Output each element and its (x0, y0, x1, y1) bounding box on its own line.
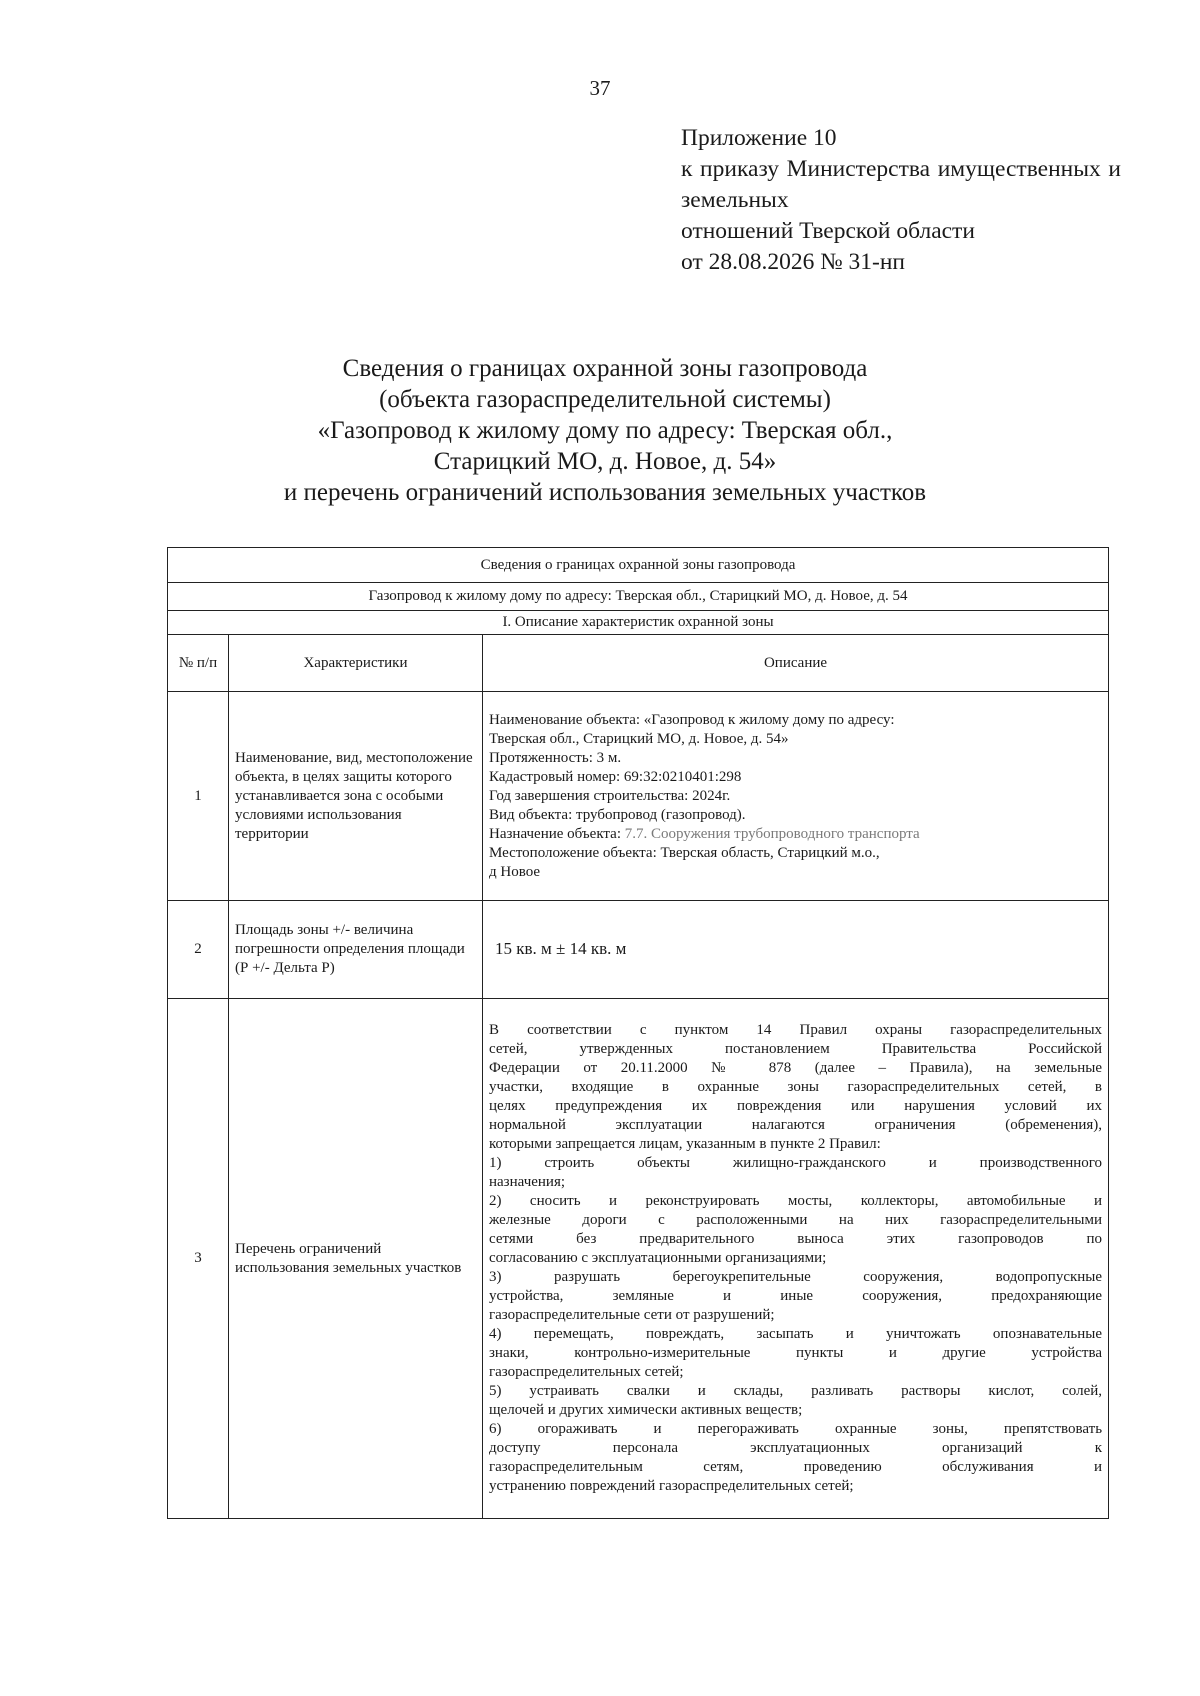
desc-line: Вид объекта: трубопровод (газопровод). (489, 806, 746, 823)
restriction-line: железные дороги с расположенными на них газораспределительными (489, 1212, 1103, 1228)
desc-line-purpose (489, 825, 1102, 844)
desc-line: Местоположение объекта: Тверская область, Старицкий м.о., (489, 844, 880, 861)
restriction-line: щелочей и других химически активных веществ; (489, 1402, 803, 1418)
table-header-title: Сведения о границах охранной зоны газопровода (168, 548, 1109, 583)
restriction-line: устройства, земляные и иные сооружения, предохраняющие (489, 1288, 1103, 1304)
restriction-line: согласованию с эксплуатационными организациями; (489, 1250, 827, 1266)
restriction-line: 4) перемещать, повреждать, засыпать и уничтожать опознавательные (489, 1326, 1103, 1342)
appendix-block (681, 123, 1121, 278)
restriction-line: 6) огораживать и перегораживать охранные зоны, препятствовать (489, 1421, 1103, 1437)
column-header-number (168, 635, 229, 692)
desc-line: Кадастровый номер: 69:32:0210401:298 (489, 768, 742, 785)
row-number: 3 (168, 999, 229, 1519)
table-header-section: I. Описание характеристик охранной зоны (168, 611, 1109, 635)
row-number: 2 (168, 901, 229, 999)
row-characteristic: Площадь зоны +/- величина погрешности определения площади (Р +/- Дельта Р) (229, 901, 483, 999)
row-characteristic: Наименование, вид, местоположение объекта, в целях защиты которого устанавливается зона с особыми условиями использования территории (229, 692, 483, 901)
title-line: Сведения о границах охранной зоны газопровода (342, 355, 868, 382)
restriction-line: нормальной эксплуатации налагаются ограничения (обременения), (489, 1117, 1103, 1133)
restriction-line: целях предупреждения их повреждения или нарушения условий их (489, 1098, 1103, 1114)
purpose-value: 7.7. Сооружения трубопроводного транспорта (624, 825, 920, 842)
restriction-line: 2) сносить и реконструировать мосты, коллекторы, автомобильные и (489, 1193, 1103, 1209)
appendix-line: отношений Тверской области (681, 218, 975, 244)
restriction-line: газораспределительным сетям, проведению обслуживания и (489, 1459, 1103, 1475)
title-line: Старицкий МО, д. Новое, д. 54» (433, 448, 777, 475)
column-header-number-label: № п/п (178, 654, 218, 671)
desc-line: Протяженность: 3 м. (489, 749, 622, 766)
row-description-restrictions (483, 999, 1109, 1519)
restriction-line: В соответствии с пунктом 14 Правил охраны газораспределительных (489, 1022, 1103, 1038)
row-description (483, 901, 1109, 999)
restriction-line: сетей, утвержденных постановлением Правительства Российской (489, 1041, 1103, 1057)
restriction-line: назначения; (489, 1174, 566, 1190)
restriction-line: газораспределительных сетей; (489, 1364, 684, 1380)
row-number: 1 (168, 692, 229, 901)
restriction-line: доступу персонала эксплуатационных организаций к (489, 1440, 1103, 1456)
restriction-line: Федерации от 20.11.2000 № 878 (далее – Правила), на земельные (489, 1060, 1103, 1076)
restriction-line: сетями без предварительного выноса этих газопроводов по (489, 1231, 1103, 1247)
restriction-line: 5) устраивать свалки и склады, разливать растворы кислот, солей, (489, 1383, 1103, 1399)
desc-line: Наименование объекта: «Газопровод к жилому дому по адресу: (489, 711, 895, 728)
title-line: «Газопровод к жилому дому по адресу: Тверская обл., (317, 417, 893, 444)
protection-zone-table (167, 547, 1109, 1519)
restriction-line: газораспределительные сети от разрушений; (489, 1307, 775, 1323)
restriction-line: знаки, контрольно-измерительные пункты и другие устройства (489, 1345, 1103, 1361)
restriction-line: 1) строить объекты жилищно-гражданского и производственного (489, 1155, 1103, 1171)
row-characteristic: Перечень ограничений использования земельных участков (229, 999, 483, 1519)
title-line: (объекта газораспределительной системы) (379, 386, 831, 413)
table-row (168, 999, 1109, 1519)
purpose-label: Назначение объекта: (489, 825, 625, 842)
desc-line: Тверская обл., Старицкий МО, д. Новое, д. 54» (489, 730, 789, 747)
desc-line: д Новое (489, 863, 541, 880)
table-header-object: Газопровод к жилому дому по адресу: Тверская обл., Старицкий МО, д. Новое, д. 54 (168, 583, 1109, 611)
desc-line: Год завершения строительства: 2024г. (489, 787, 731, 804)
page-number: 37 (589, 76, 611, 100)
restriction-line: устранению повреждений газораспределительных сетей; (489, 1478, 854, 1494)
restriction-line: участки, входящие в охранные зоны газораспределительных сетей, в (489, 1079, 1103, 1095)
area-value: 15 кв. м ± 14 кв. м (495, 939, 627, 958)
restriction-line: 3) разрушать берегоукрепительные сооружения, водопропускные (489, 1269, 1103, 1285)
appendix-line: Приложение 10 (681, 125, 837, 151)
column-header-characteristic: Характеристики (229, 635, 483, 692)
table-row (168, 692, 1109, 901)
appendix-line: от 28.08.2026 № 31-нп (681, 249, 905, 275)
table-row (168, 901, 1109, 999)
document-title (150, 353, 1060, 508)
restriction-line: которыми запрещается лицам, указанным в пункте 2 Правил: (489, 1136, 881, 1152)
row-description (483, 692, 1109, 901)
title-line: и перечень ограничений использования земельных участков (283, 479, 927, 506)
column-header-description: Описание (483, 635, 1109, 692)
appendix-line: к приказу Министерства имущественных и земельных (681, 156, 1121, 213)
